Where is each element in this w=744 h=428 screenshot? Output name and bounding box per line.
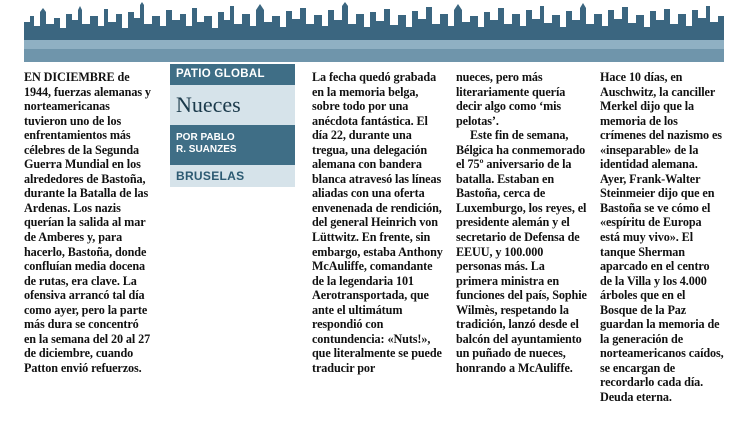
article-paragraph: La fecha quedó grabada en la memoria belga, sobre todo por una anécdota fantástica. El día 22, durante una tregua, una delegación alemana con bandera blanca atravesó las líneas aliadas con una oferta envenenada de rendición, del general Heinrich von Lüttwitz. En frente, sin embargo, estaba Anthony McAuliffe, comandante de la legendaria 101 Aerotransportada, que ante el ultimátum respondió con contundencia: «Nuts!», que literalmente se puede traducir por — [312, 70, 443, 375]
article-paragraph: nueces, pero más literariamente quería decir algo como ‘mis pelotas’. — [456, 70, 566, 128]
article-column-5 — [600, 70, 724, 405]
paragraph-text: de 1944, fuerzas alemanas y norteamericanas tuvieron uno de los enfrentamientos más célebres de la Segunda Guerra Mundial en los alrededores de Bastoña, durante la Batalla de las Ardenas. Los nazis querían la salida al mar de Amberes y, para hacerlo, Bastoña, donde confluían media docena de rutas, era clave. La ofensiva arrancó tal día como ayer, pero la parte más dura se concentró en la semana del 20 al 27 de diciembre, cuando Patton envió refuerzos. — [24, 70, 151, 375]
dateline-city: BRUSELAS — [170, 165, 295, 187]
section-label: PATIO GLOBAL — [170, 64, 295, 85]
article-paragraph — [24, 70, 152, 375]
city-skyline-banner — [24, 0, 724, 62]
article-info-box — [170, 64, 295, 187]
article-column-1 — [24, 70, 152, 375]
article-paragraph: Hace 10 días, en Auschwitz, la canciller Merkel dijo que la memoria de los crímenes del nazismo es «inseparable» de la identidad alemana. Ayer, Frank-Walter Steinmeier dijo que en Bastoña se ve cómo el «espíritu de Europa está muy vivo». El tanque Sherman aparcado en el centro de la Villa y los 4.000 árboles que en el Bosque de la Paz guardan la memoria de la generación de norteamericanos caídos, se encargan de recordarlo cada día. Deuda eterna. — [600, 70, 724, 405]
article-paragraph: Este fin de semana, Bélgica ha conmemorado el 75º aniversario de la batalla. Estaban en Bastoña, cerca de Luxemburgo, los reyes, el presidente alemán y el secretario de Defensa de EEUU, y 100.000 personas más. La primera ministra en funciones del país, Sophie Wilmès, respetando la tradición, lanzó desde el balcón del ayuntamiento un puñado de nueces, honrando a McAuliffe. — [456, 128, 587, 375]
skyline-silhouette — [24, 2, 724, 40]
author-byline — [170, 125, 295, 165]
author-line-1: POR PABLO — [176, 132, 235, 143]
lead-words: EN DICIEMBRE — [24, 70, 115, 84]
article-title: Nueces — [170, 85, 295, 125]
article-column-3 — [312, 70, 444, 375]
author-line-2: R. SUANZES — [176, 144, 237, 155]
skyline-band-upper — [24, 40, 724, 49]
skyline-band-lower — [24, 49, 724, 62]
article-column-4 — [456, 70, 588, 375]
